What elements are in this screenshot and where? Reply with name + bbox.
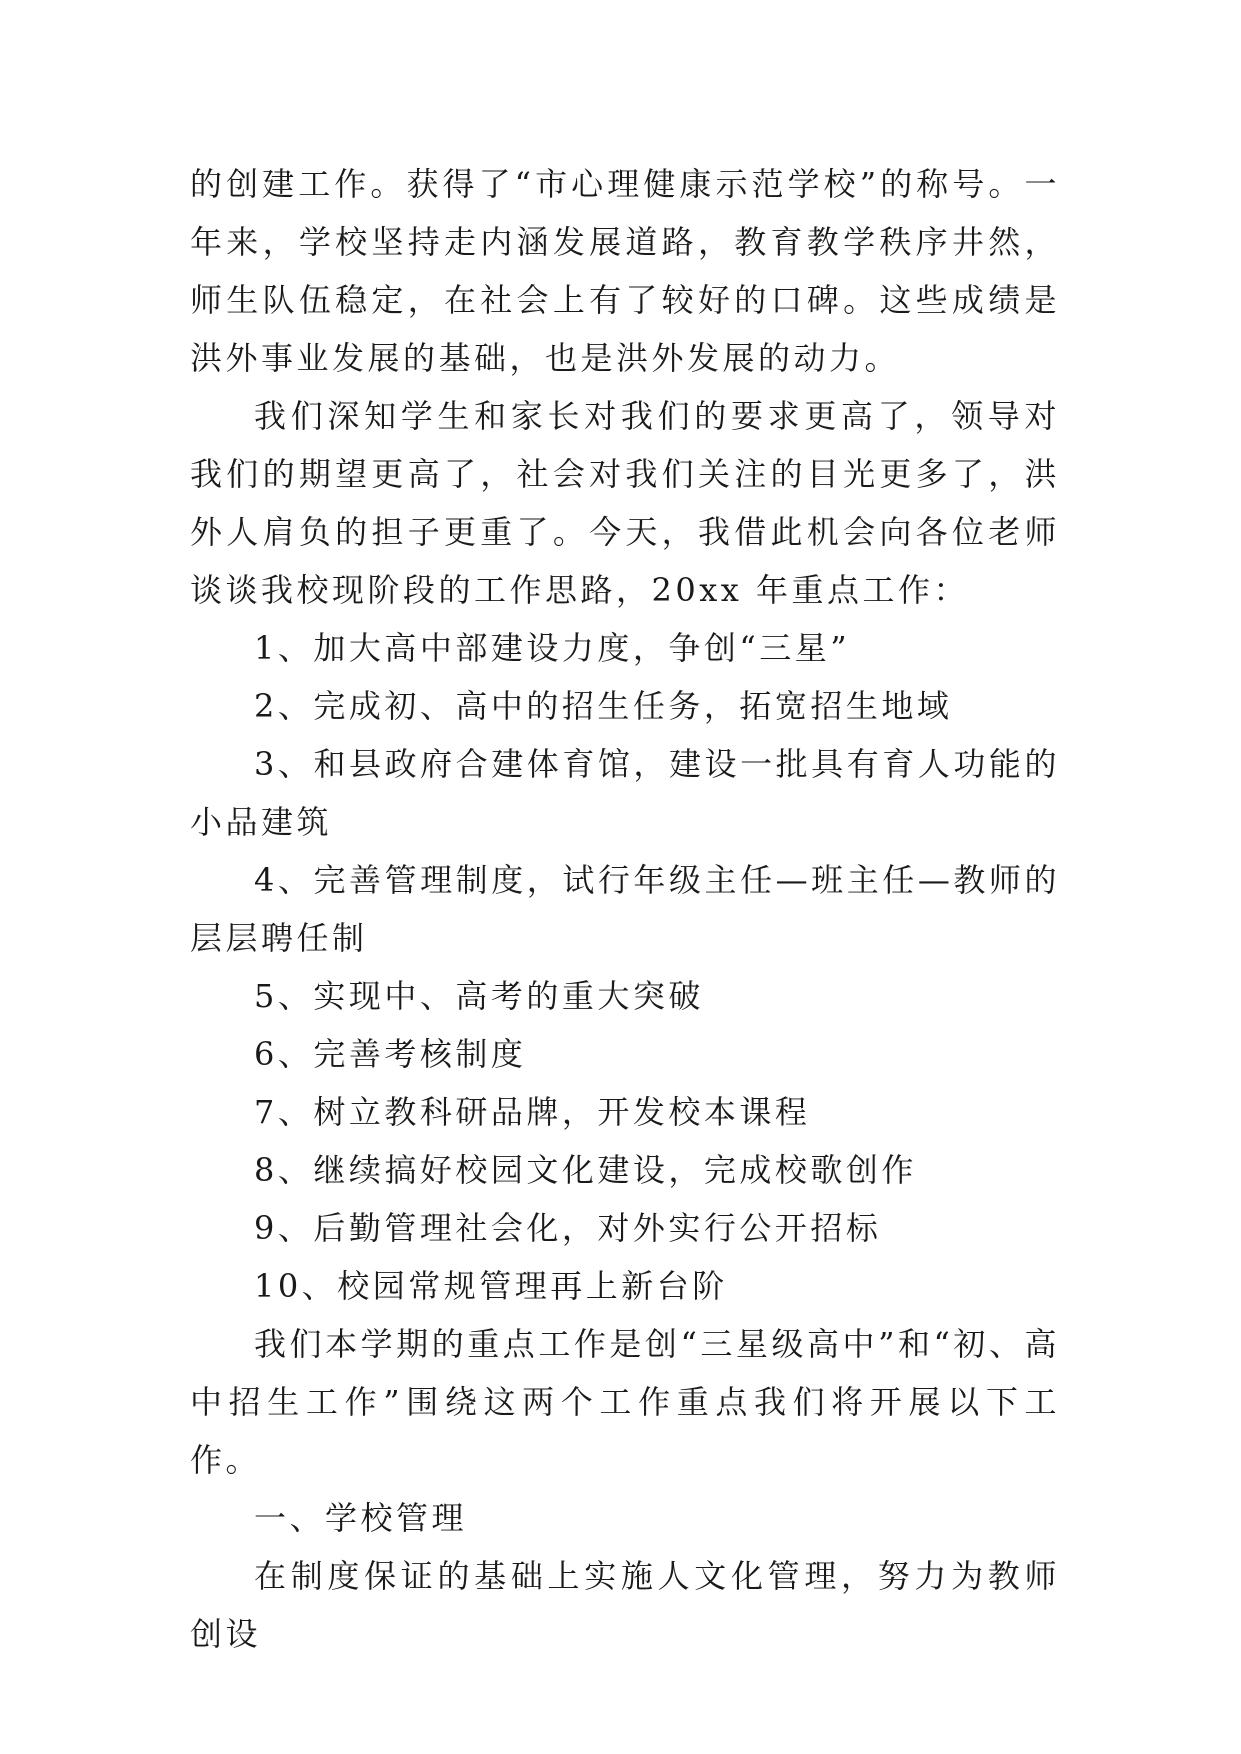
list-item-1: 1、加大高中部建设力度，争创“三星” [254,629,851,667]
list-item-5: 5、实现中、高考的重大突破 [254,977,704,1015]
paragraph-expectations: 我们深知学生和家长对我们的要求更高了，领导对我们的期望更高了，社会对我们关注的目光更多了，洪外人肩负的担子更重了。今天，我借此机会向各位老师谈谈我校现阶段的工作思路，20xx 年重点工作： [190,397,1060,609]
section-heading-school-management: 一、学校管理 [254,1499,468,1537]
list-item-10: 10、校园常规管理再上新台阶 [254,1267,728,1305]
document-body [190,155,1060,1663]
paragraph-semester-focus: 我们本学期的重点工作是创“三星级高中”和“初、高中招生工作”围绕这两个工作重点我们将开展以下工作。 [190,1325,1060,1479]
list-item-8: 8、继续搞好校园文化建设，完成校歌创作 [254,1151,917,1189]
paragraph-management-intro: 在制度保证的基础上实施人文化管理，努力为教师创设 [190,1557,1060,1653]
list-item-2: 2、完成初、高中的招生任务，拓宽招生地域 [254,687,953,725]
paragraph-continuation: 的创建工作。获得了“市心理健康示范学校”的称号。一年来，学校坚持走内涵发展道路，教育教学秩序井然，师生队伍稳定，在社会上有了较好的口碑。这些成绩是洪外事业发展的基础，也是洪外发展的动力。 [190,165,1060,377]
list-item-3: 3、和县政府合建体育馆，建设一批具有育人功能的小品建筑 [190,745,1060,841]
list-item-6: 6、完善考核制度 [254,1035,527,1073]
list-item-9: 9、后勤管理社会化，对外实行公开招标 [254,1209,882,1247]
list-item-4: 4、完善管理制度，试行年级主任—班主任—教师的层层聘任制 [190,861,1060,957]
list-item-7: 7、树立教科研品牌，开发校本课程 [254,1093,811,1131]
